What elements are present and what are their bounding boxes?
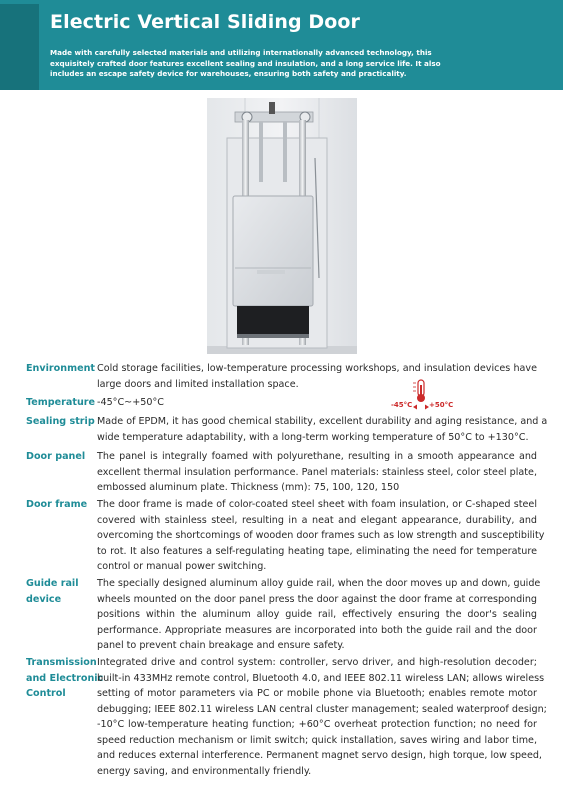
spec-text-door-panel [97,449,537,496]
spec-line: speed reduction mechanism or limit switch; quick installation, saves wiring and labor time, [97,734,537,746]
vertical-sliding-door-photo [207,98,357,354]
spec-text-environment [97,361,537,392]
spec-line: positions within the aluminum alloy guide rail, effectively ensuring the door's sealing [97,609,537,620]
spec-text-door-frame [97,497,545,575]
spec-label-text: Guide rail [26,578,79,589]
header-accent-strip [0,4,39,90]
spec-line: Made of EPDM, it has good chemical stability, excellent durability and aging resistance, and a [97,416,548,427]
spec-label-door-frame [26,497,87,513]
thermometer-high-label: +50°C [429,401,454,409]
spec-line: panel to prevent chain breakage and ensure safety. [97,640,345,651]
spec-line: -45°C~+50°C [97,397,164,408]
spec-line: debugging; IEEE 802.11 wireless LAN central cluster management; sealed waterproof design; [97,703,547,715]
header-description-line: Made with carefully selected materials and utilizing internationally advanced technology, this [50,48,432,57]
spec-text-guide-rail-device [97,576,541,654]
spec-line: The panel is integrally foamed with polyurethane, resulting in a smooth appearance and [97,451,537,462]
spec-line: The specially designed aluminum alloy guide rail, when the door moves up and down, guide [97,578,541,589]
spec-label-text: Environment [26,363,95,374]
page-title: Electric Vertical Sliding Door [50,11,361,33]
header-description [50,48,441,80]
header-banner [0,0,563,90]
spec-text-transmission-control [97,655,547,779]
spec-label-environment [26,361,95,377]
spec-text-sealing-strip [97,414,548,445]
spec-label-guide-rail-device [26,576,79,607]
spec-line: control or manual power switching. [97,561,267,572]
spec-line: setting of motor parameters via PC or mobile phone via Bluetooth; enables remote motor [97,688,537,699]
spec-line: performance. Appropriate measures are incorporated into both the guide rail and the door [97,624,537,636]
spec-label-text: Temperature [26,397,96,408]
spec-line: The door frame is made of color-coated steel sheet with foam insulation, or C-shaped steel [97,499,537,510]
spec-line: excellent thermal insulation performance. Panel materials: stainless steel, color steel plate, [97,466,537,478]
spec-line: large doors and limited installation space. [97,378,299,390]
spec-label-transmission-control [26,655,103,702]
spec-label-text: Door panel [26,451,86,462]
spec-line: wide temperature adaptability, with a long-term working temperature of 50°C to +130°C. [97,431,529,443]
spec-line: and reduces external interference. Permanent magnet servo design, high torque, low speed, [97,750,542,761]
header-description-line: exquisitely crafted door features excellent sealing and insulation, and a long service life. It also [50,58,441,68]
thermometer-low-label: -45°C [391,401,413,409]
spec-line: Integrated drive and control system: controller, servo driver, and high-resolution decoder; [97,657,537,668]
spec-line: energy saving, and environmentally friendly. [97,765,312,777]
spec-line: built-in 433MHz remote control, Bluetooth 4.0, and IEEE 802.11 wireless LAN; allows wireless [97,672,545,684]
spec-label-temperature [26,395,95,411]
spec-line: embossed aluminum plate. Thickness (mm): 75, 100, 120, 150 [97,482,400,493]
spec-line: covered with stainless steel, resulting in a neat and elegant appearance, durability, and [97,514,537,526]
spec-label-text: and Electronic [26,672,104,684]
spec-label-text: Transmission [26,657,97,668]
spec-label-sealing-strip [26,414,95,430]
spec-line: overcoming the shortcomings of wooden door frames such as low strength and susceptibility [97,530,545,541]
spec-label-text: Sealing strip [26,416,95,427]
header-description-line: includes an escape safety device for warehouses, ensuring both safety and practicality. [50,69,407,78]
spec-line: wheels mounted on the door panel press the door against the door frame at corresponding [97,593,537,605]
spec-label-text: device [26,593,62,605]
spec-label-text: Door frame [26,499,88,510]
spec-line: Cold storage facilities, low-temperature processing workshops, and insulation devices have [97,363,537,374]
spec-label-door-panel [26,449,85,465]
spec-line: -10°C low-temperature heating function; +60°C overheat protection function; no need for [97,719,537,730]
spec-line: to rot. It also features a self-regulating heating tape, eliminating the need for temperature [97,545,537,557]
spec-label-text: Control [26,688,66,699]
spec-text-temperature [97,395,537,411]
